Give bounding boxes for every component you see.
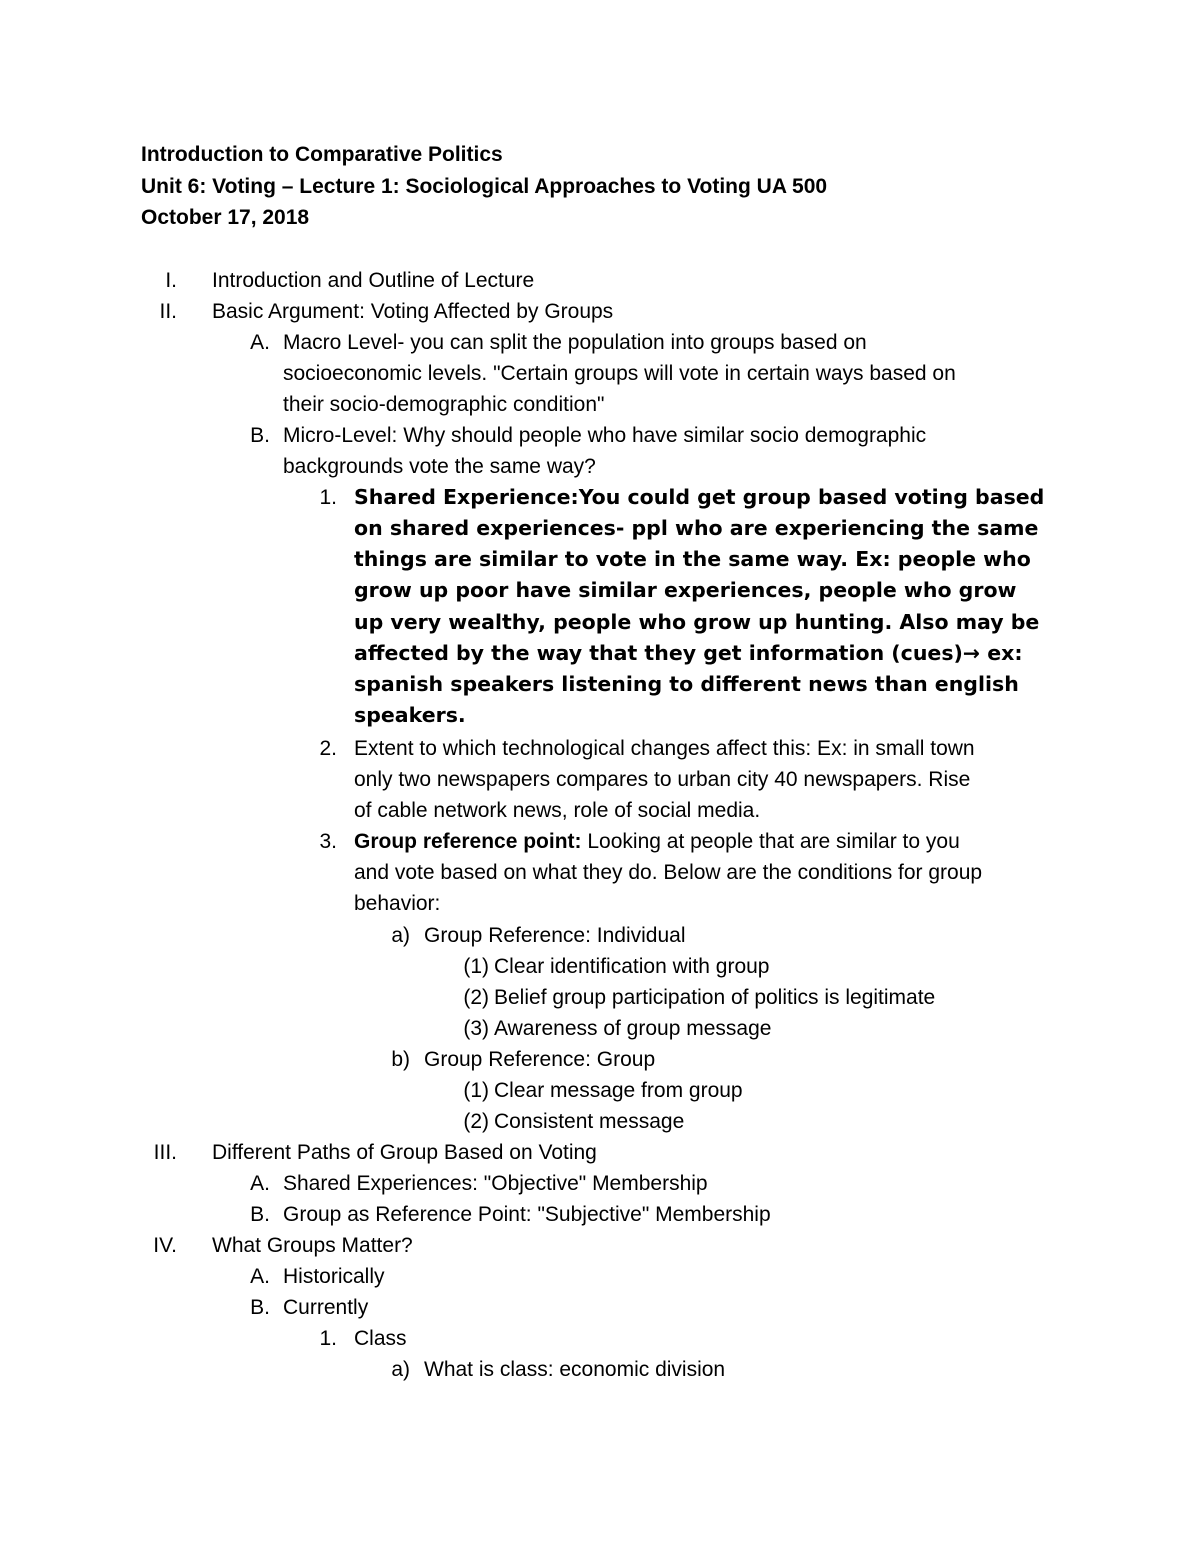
outline-marker: a) [391, 1358, 410, 1381]
outline-text: Consistent message [494, 1110, 685, 1133]
outline-text: What is class: economic division [424, 1358, 726, 1381]
outline-marker: B. [250, 1203, 270, 1226]
outline-marker: III. [153, 1141, 177, 1164]
outline-text: Group Reference: Group [424, 1048, 656, 1071]
course-title: Introduction to Comparative Politics [141, 143, 503, 166]
outline-text: Basic Argument: Voting Affected by Groups [212, 300, 614, 323]
outline-text-line: on shared experiences- ppl who are experiencing the same [354, 516, 1039, 540]
outline-text: Class [354, 1327, 407, 1350]
outline-text: Group Reference: Individual [424, 924, 686, 947]
outline-text-line: of cable network news, role of social media. [354, 799, 761, 822]
lecture-date: October 17, 2018 [141, 206, 310, 229]
outline-marker: 1. [319, 1327, 337, 1350]
outline-marker: (1) [463, 1079, 489, 1102]
outline-text: Clear message from group [494, 1079, 743, 1102]
outline-text: Belief group participation of politics is legitimate [494, 986, 936, 1009]
outline-text-line: and vote based on what they do. Below are the conditions for group [354, 861, 983, 884]
outline-text: Awareness of group message [494, 1017, 772, 1040]
outline-text: What Groups Matter? [212, 1234, 413, 1257]
outline-marker: IV. [153, 1234, 177, 1257]
outline-marker: II. [159, 300, 177, 323]
outline-text: Different Paths of Group Based on Voting [212, 1141, 597, 1164]
outline-text-line: things are similar to vote in the same way. Ex: people who [354, 547, 1031, 571]
outline-marker: (2) [463, 986, 489, 1009]
outline-text-line: socioeconomic levels. "Certain groups will vote in certain ways based on [283, 362, 956, 385]
outline-text-line: backgrounds vote the same way? [283, 455, 596, 478]
outline-text-line: spanish speakers listening to different news than english [354, 672, 1019, 696]
outline-marker: A. [250, 331, 270, 354]
outline-marker: 3. [319, 830, 337, 853]
outline-text-line: affected by the way that they get information (cues)→ ex: [354, 641, 1023, 665]
shared-experience-label: Shared Experience: [354, 485, 579, 509]
outline-text: Currently [283, 1296, 369, 1319]
outline-text-line: only two newspapers compares to urban city 40 newspapers. Rise [354, 768, 971, 791]
outline-text-line: Extent to which technological changes affect this: Ex: in small town [354, 737, 975, 760]
outline-text-line: Macro Level- you can split the population into groups based on [283, 331, 867, 354]
outline-marker: 2. [319, 737, 337, 760]
outline-text: Group as Reference Point: "Subjective" Membership [283, 1203, 771, 1226]
outline-text: Introduction and Outline of Lecture [212, 269, 535, 292]
outline-marker: A. [250, 1172, 270, 1195]
outline-marker: (3) [463, 1017, 489, 1040]
group-reference-label: Group reference point: [354, 830, 582, 853]
outline-text-line: their socio-demographic condition" [283, 393, 605, 416]
outline-marker: B. [250, 1296, 270, 1319]
outline-text-line: Micro-Level: Why should people who have similar socio demographic [283, 424, 927, 447]
outline-marker: b) [391, 1048, 410, 1071]
outline-text: Clear identification with group [494, 955, 770, 978]
outline-text-line: Looking at people that are similar to you [581, 830, 960, 853]
outline-text-line: up very wealthy, people who grow up hunting. Also may be [354, 610, 1040, 634]
outline-marker: (1) [463, 955, 489, 978]
outline-text: Historically [283, 1265, 385, 1288]
outline-marker: (2) [463, 1110, 489, 1133]
outline-text-line: You could get group based voting based [578, 485, 1045, 509]
outline-text-line: grow up poor have similar experiences, people who grow [354, 578, 1017, 602]
outline-text-line: speakers. [354, 703, 466, 727]
outline-marker: A. [250, 1265, 270, 1288]
outline-text-line: behavior: [354, 892, 441, 915]
outline-marker: B. [250, 424, 270, 447]
outline-marker: I. [165, 269, 177, 292]
unit-title: Unit 6: Voting – Lecture 1: Sociological Approaches to Voting UA 500 [141, 175, 828, 198]
outline-text: Shared Experiences: "Objective" Membership [283, 1172, 708, 1195]
outline-marker: a) [391, 924, 410, 947]
outline-marker: 1. [319, 486, 337, 509]
